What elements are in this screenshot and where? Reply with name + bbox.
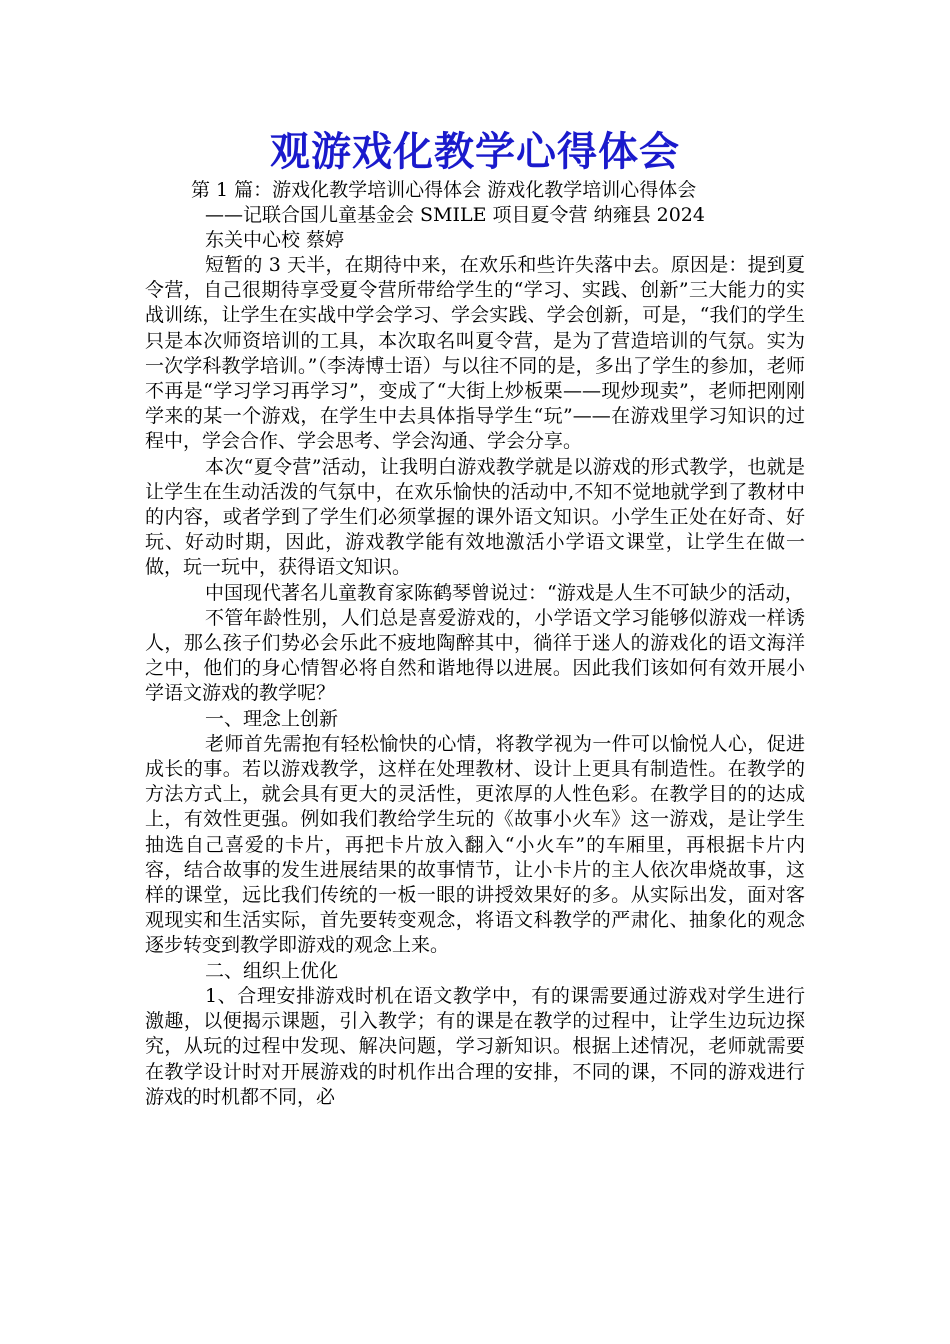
subtitle-line-1: 第 1 篇：游戏化教学培训心得体会 游戏化教学培训心得体会 xyxy=(191,179,697,201)
document-page xyxy=(145,126,805,1110)
subtitle-line-2: ——记联合国儿童基金会 SMILE 项目夏令营 纳雍县 2024 xyxy=(205,204,705,226)
section-heading: 二、组织上优化 xyxy=(205,959,339,982)
paragraph: 不管年龄性别，人们总是喜爱游戏的，小学语文学习能够似游戏一样诱人，那么孩子们势必会乐此不疲地陶醉其中，徜徉于迷人的游戏化的语文海洋之中，他们的身心情智必将自然和谐地得以进展。因此我们该如何有效开展小学语文游戏的教学呢？ xyxy=(145,606,805,705)
paragraph: 短暂的 3 天半，在期待中来，在欢乐和些许失落中去。原因是：提到夏令营，自己很期待享受夏令营所带给学生的“学习、实践、创新”三大能力的实战训练，让学生在实战中学会学习、学会实践、学会创新，可是，“我们的学生只是本次师资培训的工具，本次取名叫夏令营，是为了营造培训的气氛。实为一次学科教学培训。”（李涛博士语）与以往不同的是，多出了学生的参加，老师不再是“学习学习再学习”，变成了“大街上炒板栗——现炒现卖”，老师把刚刚学来的某一个游戏，在学生中去具体指导学生“玩”——在游戏里学习知识的过程中，学会合作、学会思考、学会沟通、学会分享。 xyxy=(145,254,805,453)
paragraph: 中国现代著名儿童教育家陈鹤琴曾说过：“游戏是人生不可缺少的活动， xyxy=(205,581,804,604)
section-heading: 一、理念上创新 xyxy=(205,707,339,730)
document-body xyxy=(145,253,805,1110)
paragraph: 1、合理安排游戏时机在语文教学中，有的课需要通过游戏对学生进行激趣，以便揭示课题，引入教学；有的课是在教学的过程中，让学生边玩边探究，从玩的过程中发现、解决问题，学习新知识。根据上述情况，老师就需要在教学设计时对开展游戏的时机作出合理的安排，不同的课，不同的游戏进行游戏的时机都不同，必 xyxy=(145,984,805,1108)
subtitle-line-3: 东关中心校 蔡婷 xyxy=(205,229,345,251)
document-title: 观游戏化教学心得体会 xyxy=(270,128,680,175)
paragraph: 本次“夏令营”活动，让我明白游戏教学就是以游戏的形式教学，也就是让学生在生动活泼的气氛中，在欢乐愉快的活动中,不知不觉地就学到了教材中的内容，或者学到了学生们必须掌握的课外语文知识。小学生正处在好奇、好玩、好动时期，因此，游戏教学能有效地激活小学语文课堂，让学生在做一做，玩一玩中，获得语文知识。 xyxy=(145,455,805,579)
paragraph: 老师首先需抱有轻松愉快的心情，将教学视为一件可以愉悦人心，促进成长的事。若以游戏教学，这样在处理教材、设计上更具有制造性。在教学的方法方式上，就会具有更大的灵活性，更浓厚的人性色彩。在教学目的的达成上，有效性更强。例如我们教给学生玩的《故事小火车》这一游戏，是让学生抽选自己喜爱的卡片，再把卡片放入翻入“小火车”的车厢里，再根据卡片内容，结合故事的发生进展结果的故事情节，让小卡片的主人依次串烧故事，这样的课堂，远比我们传统的一板一眼的讲授效果好的多。从实际出发，面对客观现实和生活实际，首先要转变观念，将语文科教学的严肃化、抽象化的观念逐步转变到教学即游戏的观念上来。 xyxy=(145,732,805,957)
